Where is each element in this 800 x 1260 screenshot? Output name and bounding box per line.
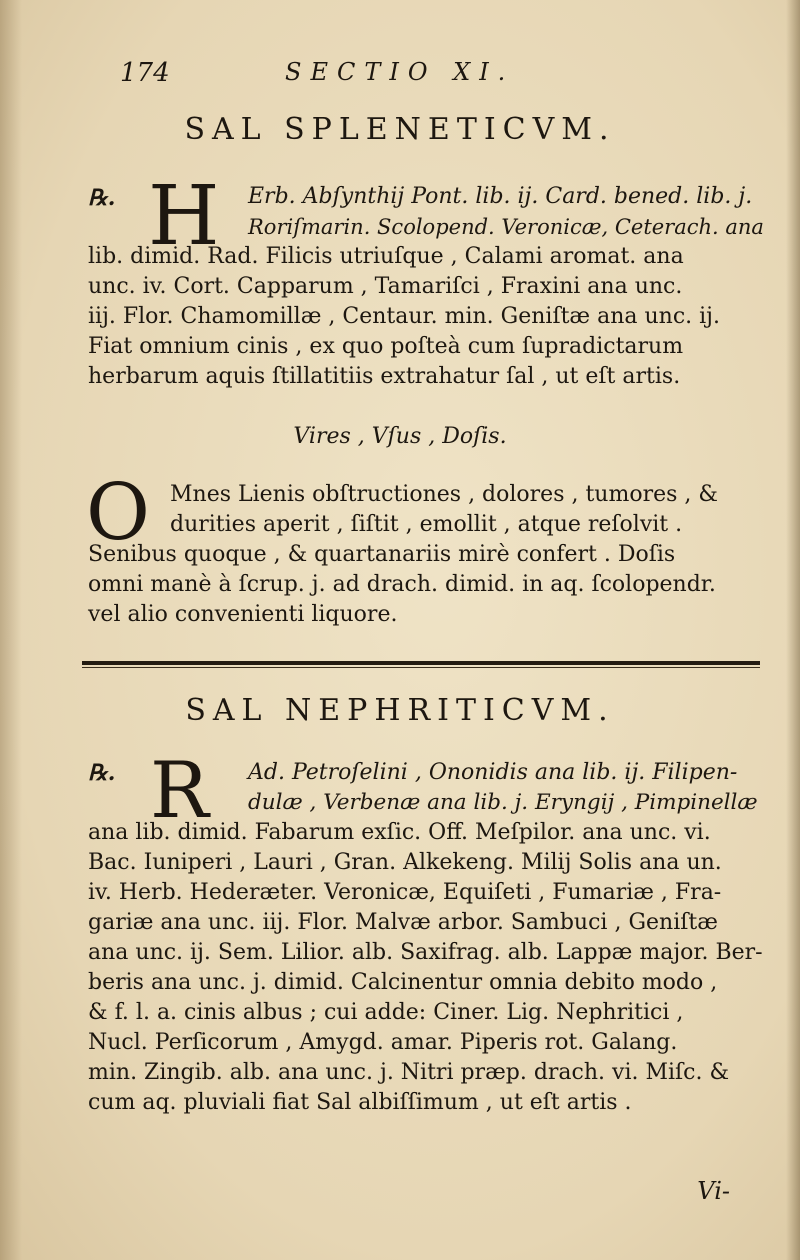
recipe-line: lib. dimid. Rad. Filicis utriuſque , Calami aromat. ana [88,244,684,269]
section-divider-thin [82,667,760,668]
recipe-line: beris ana unc. j. dimid. Calcinentur omnia debito modo , [88,970,718,995]
recipe-line: ana unc. ij. Sem. Lilior. alb. Saxifrag. alb. Lappæ major. Ber- [88,940,763,965]
section-title-nephriticum: SAL NEPHRITICVM. [185,693,615,728]
paragraph-vires [88,480,764,630]
paragraph-line: vel alio convenienti liquore. [88,602,398,627]
recipe-line: gariæ ana unc. iij. Flor. Malvæ arbor. Sambuci , Geniſtæ [88,910,718,935]
recipe-spleneticum [88,182,764,392]
drop-cap-o: O [86,468,150,558]
recipe-line: ana lib. dimid. Fabarum exſic. Off. Meſpilor. ana unc. vi. [88,820,711,845]
recipe-line: min. Zingib. alb. ana unc. j. Nitri præp. drach. vi. Miſc. & [88,1060,730,1085]
recipe-symbol: ℞. [88,760,116,786]
recipe-line: Nucl. Perſicorum , Amygd. amar. Piperis rot. Galang. [88,1030,678,1055]
recipe-line: herbarum aquis ſtillatitiis extrahatur ſal , ut eſt artis. [88,364,681,389]
recipe-line: unc. iv. Cort. Capparum , Tamariſci , Fraxini ana unc. [88,274,683,299]
recipe-line: Bac. Iuniperi , Lauri , Gran. Alkekeng. Milij Solis ana un. [88,850,722,875]
recipe-line: Roriſmarin. Scolopend. Veronicæ, Ceterach. ana [248,215,764,239]
running-header [120,58,680,98]
recipe-symbol: ℞. [88,185,116,211]
section-divider-thick [82,661,760,665]
running-head: SECTIO XI. [285,58,515,86]
recipe-line: dulæ , Verbenæ ana lib. j. Eryngij , Pimpinellæ [248,790,758,815]
subheading-vires: Vires , Vſus , Doſis. [293,424,507,449]
page-number: 174 [120,58,170,88]
drop-cap-r: R [150,746,209,836]
recipe-line: iv. Herb. Hederæter. Veronicæ, Equiſeti , Fumariæ , Fra- [88,880,722,905]
section-title-spleneticum: SAL SPLENETICVM. [184,112,616,147]
recipe-line: Fiat omnium cinis , ex quo poſteà cum ſupradictarum [88,334,684,359]
paragraph-line: Senibus quoque , & quartanariis mirè confert . Doſis [88,542,676,567]
recipe-nephriticum [88,758,764,1118]
drop-cap-h: H [148,169,220,264]
recipe-line: cum aq. pluviali fiat Sal albiſſimum , ut eſt artis . [88,1090,632,1115]
catchword: Vi- [697,1177,730,1205]
recipe-line: iij. Flor. Chamomillæ , Centaur. min. Geniſtæ ana unc. ij. [88,304,720,329]
paragraph-line: omni manè à ſcrup. j. ad drach. dimid. in aq. ſcolopendr. [88,572,716,597]
paragraph-line: durities aperit , ſiſtit , emollit , atque reſolvit . [170,512,683,537]
page-gutter-shadow [0,0,22,1260]
recipe-line: Ad. Petroſelini , Ononidis ana lib. ij. Filipen- [248,760,738,785]
page-edge-shadow [786,0,800,1260]
recipe-line: Erb. Abſynthij Pont. lib. ij. Card. bened. lib. j. [248,184,753,209]
recipe-line: & f. l. a. cinis albus ; cui adde: Ciner. Lig. Nephritici , [88,1000,684,1025]
paragraph-line: Mnes Lienis obſtructiones , dolores , tumores , & [170,482,718,507]
